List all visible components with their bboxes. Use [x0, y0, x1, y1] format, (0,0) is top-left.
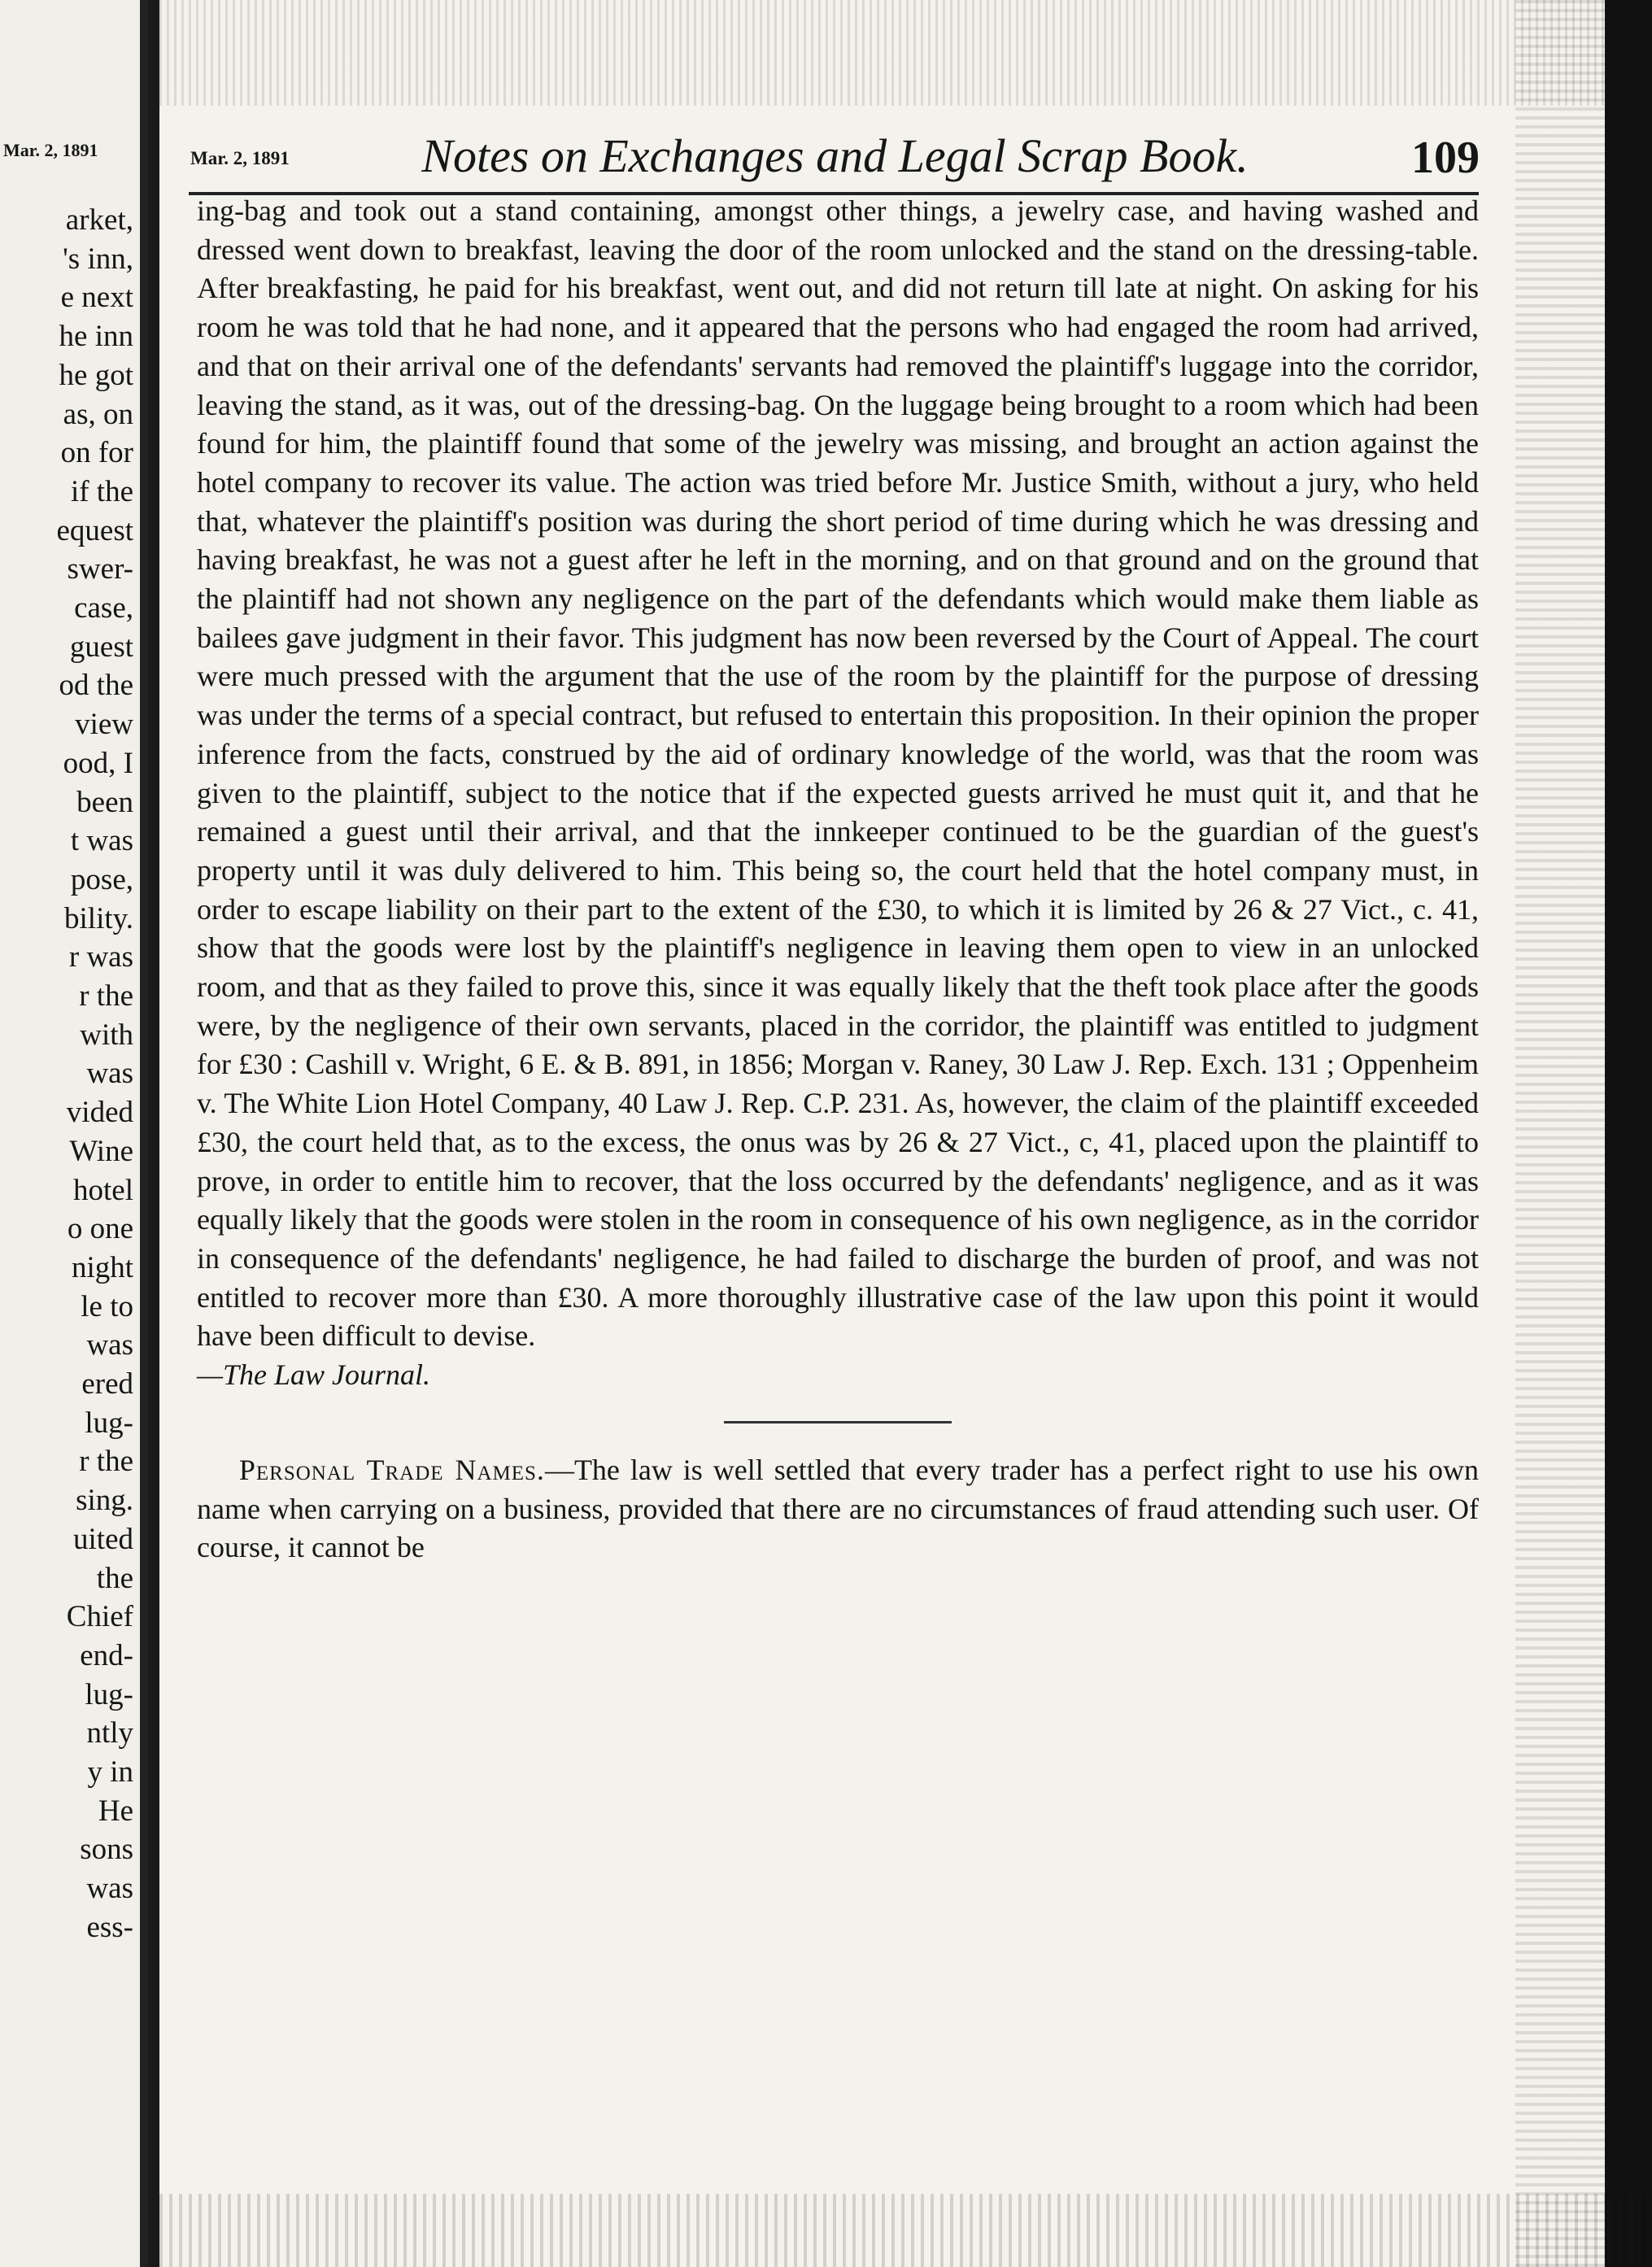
left-page-fragment: le to	[81, 1289, 133, 1323]
left-page-fragment: uited	[73, 1522, 133, 1556]
left-page-fragment: ess-	[86, 1910, 133, 1944]
left-page-fragment: ood, I	[63, 746, 133, 780]
article-source: —The Law Journal.	[197, 1358, 431, 1392]
left-page-fragment: y in	[87, 1755, 133, 1789]
left-page-fragment: 's inn,	[63, 242, 133, 276]
page-edge	[1605, 0, 1652, 2267]
left-page-fragment: as, on	[63, 397, 133, 431]
article-source-line	[197, 1356, 1479, 1395]
left-page-fragment: swer-	[67, 552, 133, 586]
left-page-fragment: was	[86, 1872, 133, 1906]
running-title: Notes on Exchanges and Legal Scrap Book.	[421, 129, 1249, 182]
left-page-fragment: with	[80, 1018, 133, 1052]
left-page-fragment: view	[75, 708, 133, 742]
left-page-strip	[0, 0, 148, 2267]
left-page-fragment: equest	[56, 513, 133, 547]
left-page-fragment: sing.	[76, 1484, 133, 1518]
left-page-fragment: Chief	[66, 1600, 133, 1634]
left-page-fragment: end-	[80, 1638, 133, 1672]
left-page-fragment: t was	[70, 824, 133, 858]
left-page-fragment: was	[86, 1328, 133, 1362]
right-page	[159, 0, 1652, 2267]
left-page-fragment: on for	[60, 436, 133, 470]
left-page-fragment: he inn	[59, 320, 133, 354]
left-page-fragment: sons	[80, 1833, 133, 1867]
left-page-fragment: r was	[68, 940, 133, 974]
left-page-fragment: r the	[79, 1445, 133, 1479]
left-page-fragment: r the	[79, 979, 133, 1013]
section-heading: Personal Trade Names.	[238, 1453, 545, 1486]
left-page-fragment: bility.	[64, 901, 133, 935]
left-running-head: Mar. 2, 1891	[3, 140, 98, 160]
left-page-fragment: e next	[60, 281, 133, 315]
left-page-fragment: od the	[59, 669, 133, 703]
article-text: ing-bag and took out a stand containing, amongst other things, a jewelry case, and having washed and dressed went down to breakfast, leaving the door of the room unlocked and the stand on the dressing-table. After breakfasting, he paid for his breakfast, went out, and did not return till late at night. On asking for his room he was told that he had none, and it appeared that the persons who had engaged the room had arrived, and that on their arrival one of the defendants' servants had removed the plaintiff's luggage into the corridor, leaving the stand, as it was, out of the dressing-bag. On the luggage being brought to a room which had been found for him, the plaintiff found that some of the jewelry was missing, and brought an action against the hotel company to recover its value. The action was tried before Mr. Justice Smith, without a jury, who held that, whatever the plaintiff's position was during the short period of time during which he was dressing and having breakfast, he was not a guest after he left in the morning, and on that ground and on the ground that the plaintiff had not shown any negligence on the part of the defendants which would make them liable as bailees gave judgment in their favor. This judgment has now been reversed by the Court of Appeal. The court were much pressed with the argument that the use of the room by the plaintiff for the purpose of dressing was under the terms of a special contract, but refused to entertain this proposition. In their opinion the proper inference from the facts, construed by the aid of ordinary knowledge of the world, was that the room was given to the plaintiff, subject to the notice that if the expected guests arrived he must quit it, and that he remained a guest until their arrival, and that the innkeeper continued to be the guardian of the guest's property until it was duly delivered to him. This being so, the court held that the hotel company must, in order to escape liability on their part to the extent of the £30, to which it is limited by 26 & 27 Vict., c. 41, show that the goods were lost by the plaintiff's negligence in leaving them open to view in an unlocked room, and that as they failed to prove this, since it was equally likely that the theft took place after the goods were, by the negligence of their own servants, placed in the corridor, the plaintiff was entitled to judgment for £30 : Cashill v. Wright, 6 E. & B. 891, in 1856; Morgan v. Raney, 30 Law J. Rep. Exch. 131 ; Oppenheim v. The White Lion Hotel Company, 40 Law J. Rep. C.P. 231. As, however, the claim of the plaintiff exceeded £30, the court held that, as to the excess, the onus was by 26 & 27 Vict., c, 41, placed upon the plaintiff to prove, in order to entitle him to recover, that the loss occurred by the defendants' negligence, and as it was equally likely that the goods were stolen in the room in consequence of his own negligence, as in the corridor in consequence of the defendants' negligence, he had failed to discharge the burden of proof, and was not entitled to recover more than £30. A more thoroughly illustrative case of the law upon this point it would have been difficult to devise.	[197, 194, 1479, 1353]
left-page-fragment: lug-	[85, 1677, 133, 1711]
left-page-fragment: ntly	[86, 1716, 133, 1750]
page-bottom-edge	[159, 2194, 1652, 2267]
left-page-fragment: arket,	[65, 203, 133, 237]
left-page-fragment: He	[98, 1794, 133, 1828]
left-page-fragment: hotel	[73, 1173, 133, 1207]
left-page-fragment: the	[96, 1561, 133, 1595]
left-page-fragment: vided	[66, 1096, 133, 1130]
left-page-fragment: night	[71, 1250, 133, 1284]
left-page-fragment: pose,	[70, 862, 133, 896]
trade-names-paragraph	[197, 1451, 1479, 1567]
left-page-fragment: o one	[67, 1212, 133, 1246]
left-page-fragment: if the	[70, 474, 133, 508]
page-body	[197, 192, 1479, 1567]
section-divider	[724, 1421, 952, 1423]
page-shadow	[1515, 0, 1605, 2267]
left-page-fragment: Wine	[69, 1134, 133, 1168]
left-page-fragment: case,	[74, 591, 133, 625]
left-page-fragment: lug-	[85, 1406, 133, 1440]
left-page-fragment: guest	[69, 630, 133, 664]
page-number: 109	[1411, 133, 1480, 183]
trade-names-text: —The law is well settled that every trader has a perfect right to use his own name when carrying on a business, provided that there are no circumstances of fraud attending such user. Of course, it cannot be	[197, 1453, 1480, 1564]
left-page-fragment: he got	[59, 358, 133, 392]
page-header	[190, 129, 1480, 185]
article-paragraph	[197, 192, 1479, 1356]
header-date: Mar. 2, 1891	[190, 148, 290, 168]
left-page-fragment: been	[76, 785, 133, 819]
left-page-fragment: was	[86, 1057, 133, 1091]
left-page-fragment: ered	[81, 1367, 133, 1401]
